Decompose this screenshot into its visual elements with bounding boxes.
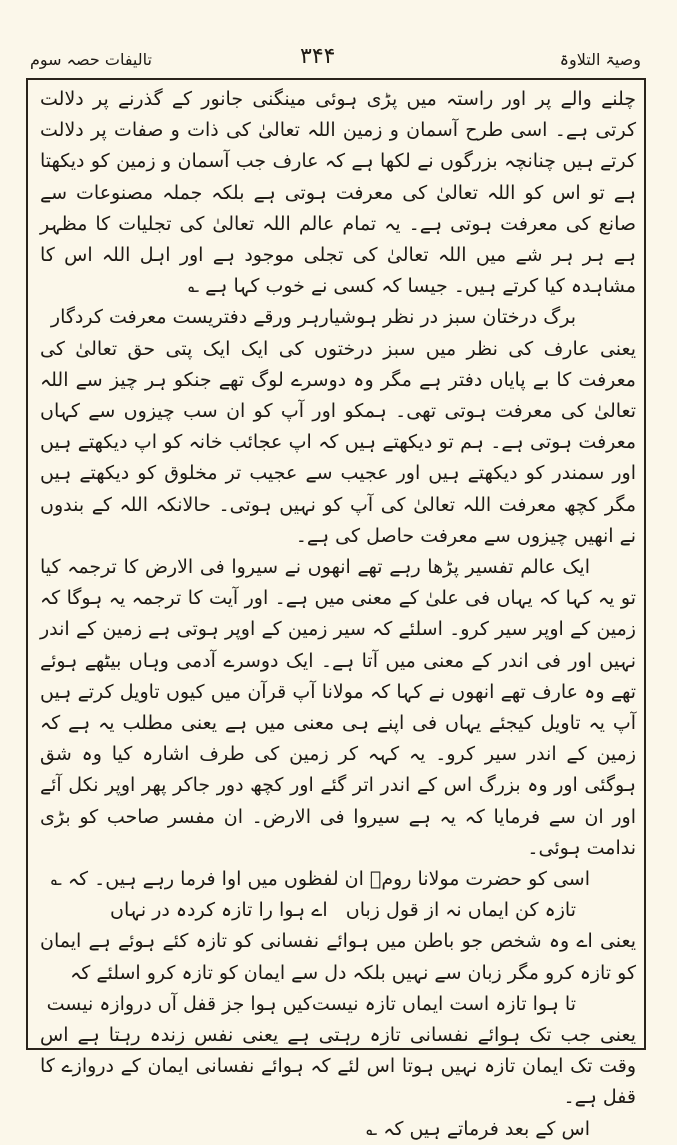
paragraph-2: یعنی عارف کی نظر میں سبز درختوں کی ایک ایک پتی حق تعالیٰ کی معرفت کا بے پایاں دفتر ہے مگر وہ دوسرے لوگ تھے جنکو ہر چیز سے اللہ تعالیٰ کی معرفت ہوتی تھی۔ ہمکو اور آپ کو ان سب چیزوں سے کہاں معرفت ہوتی ہے۔ ہم تو دیکھتے ہیں کہ اپ عجائب خانہ کو اپ دیکھتے ہیں اور سمندر کو دیکھتے ہیں اور عجیب سے عجیب تر مخلوق کو دیکھتے ہیں مگر کچھ معرفت اللہ تعالیٰ کی آپ کو نہیں ہوتی۔ حالانکہ اللہ کے بندوں نے انھیں چیزوں سے معرفت حاصل کی ہے۔ [40, 337, 636, 547]
paragraph-7: اس کے بعد فرماتے ہیں کہ ؎ [366, 1117, 590, 1140]
paragraph-5: یعنی اے وہ شخص جو باطن میں ہوائے نفسانی کو تازہ کئے ہوئے ہے ایمان کو تازہ کرو مگر زبان سے نہیں بلکہ دل سے ایمان کو تازہ کرو اسلئے کہ [40, 930, 636, 984]
verse-2 [40, 895, 636, 926]
verse-1 [40, 302, 636, 333]
header-book-title: تالیفات حصہ سوم [30, 50, 152, 69]
verse-3-first-half: تا ہوا تازہ است ایماں تازہ نیست [311, 992, 576, 1015]
verse-1-first-half: برگ درختان سبز در نظر ہوشیار [319, 306, 576, 329]
page-number: ۳۴۴ [300, 44, 336, 69]
paragraph-6: یعنی جب تک ہوائے نفسانی تازہ رہتی ہے یعنی نفس زندہ رہتا ہے اس وقت تک ایمان تازہ نہیں ہوتا اس لئے کہ ہوائے نفسانی ایمان کے دروازے کا قفل ہے۔ [40, 1024, 636, 1109]
paragraph-1: چلنے والے پر اور راستہ میں پڑی ہوئی مینگنی جانور کے گذرنے پر دلالت کرتی ہے۔ اسی طرح آسمان و زمین اللہ تعالیٰ کی ذات و صفات پر دلالت کرتے ہیں چنانچہ بزرگوں نے لکھا ہے کہ عارف جب آسمان و زمین کو دیکھتا ہے تو اس کو اللہ تعالیٰ کی معرفت ہوتی ہے بلکہ جملہ مصنوعات سے صانع کی معرفت ہوتی ہے۔ یہ تمام عالم اللہ تعالیٰ کی تجلیات کا مظہر ہے ہر ہر شے میں اللہ تعالیٰ کی تجلی موجود ہے اور اہل اللہ اس کا مشاہدہ کیا کرتے ہیں۔ جیسا کہ کسی نے خوب کہا ہے ؎ [40, 88, 636, 298]
paragraph-3: ایک عالم تفسیر پڑھا رہے تھے انھوں نے سیروا فی الارض کا ترجمہ کیا تو یہ کہا کہ یہاں فی علیٰ کے معنی میں ہے۔ اور آیت کا ترجمہ یہ ہوگا کہ زمین کے اوپر سیر کرو۔ اسلئے کہ سیر زمین کے اوپر ہوتی ہے زمین کے اندر نہیں اور فی اندر کے معنی میں آتا ہے۔ ایک دوسرے آدمی وہاں بیٹھے ہوئے تھے وہ عارف تھے انھوں نے کہا کہ مولانا آپ قرآن میں کیوں تاویل کرتے ہیں آپ یہ تاویل کیجئے یہاں فی اپنے ہی معنی میں ہے یعنی مطلب یہ ہے کہ زمین کے اندر سیر کرو۔ یہ کہہ کر زمین کی طرف اشارہ کیا وہ شق ہوگئی اور وہ بزرگ اس کے اندر اتر گئے اور کچھ دور جاکر پھر اوپر نکل آئے اور ان سے فرمایا کہ یہ ہے سیروا فی الارض۔ ان مفسر صاحب کو بڑی ندامت ہوئی۔ [40, 556, 636, 859]
page-body [40, 84, 636, 1145]
verse-1-second-half: ہر ورقے دفتریست معرفت کردگار [50, 306, 320, 329]
verse-3 [40, 989, 636, 1020]
verse-3-second-half: کیں ہوا جز قفل آں دروازہ نیست [46, 992, 312, 1015]
header-chapter-title: وصیۃ التلاوۃ [559, 50, 641, 69]
paragraph-4: اسی کو حضرت مولانا رومؒ ان لفظوں میں اوا فرما رہے ہیں۔ کہ ؎ [50, 868, 590, 891]
verse-2-first-half: تازہ کن ایماں نہ از قول زباں [345, 899, 576, 922]
verse-2-second-half: اے ہوا را تازہ کردہ در نہاں [110, 899, 328, 922]
